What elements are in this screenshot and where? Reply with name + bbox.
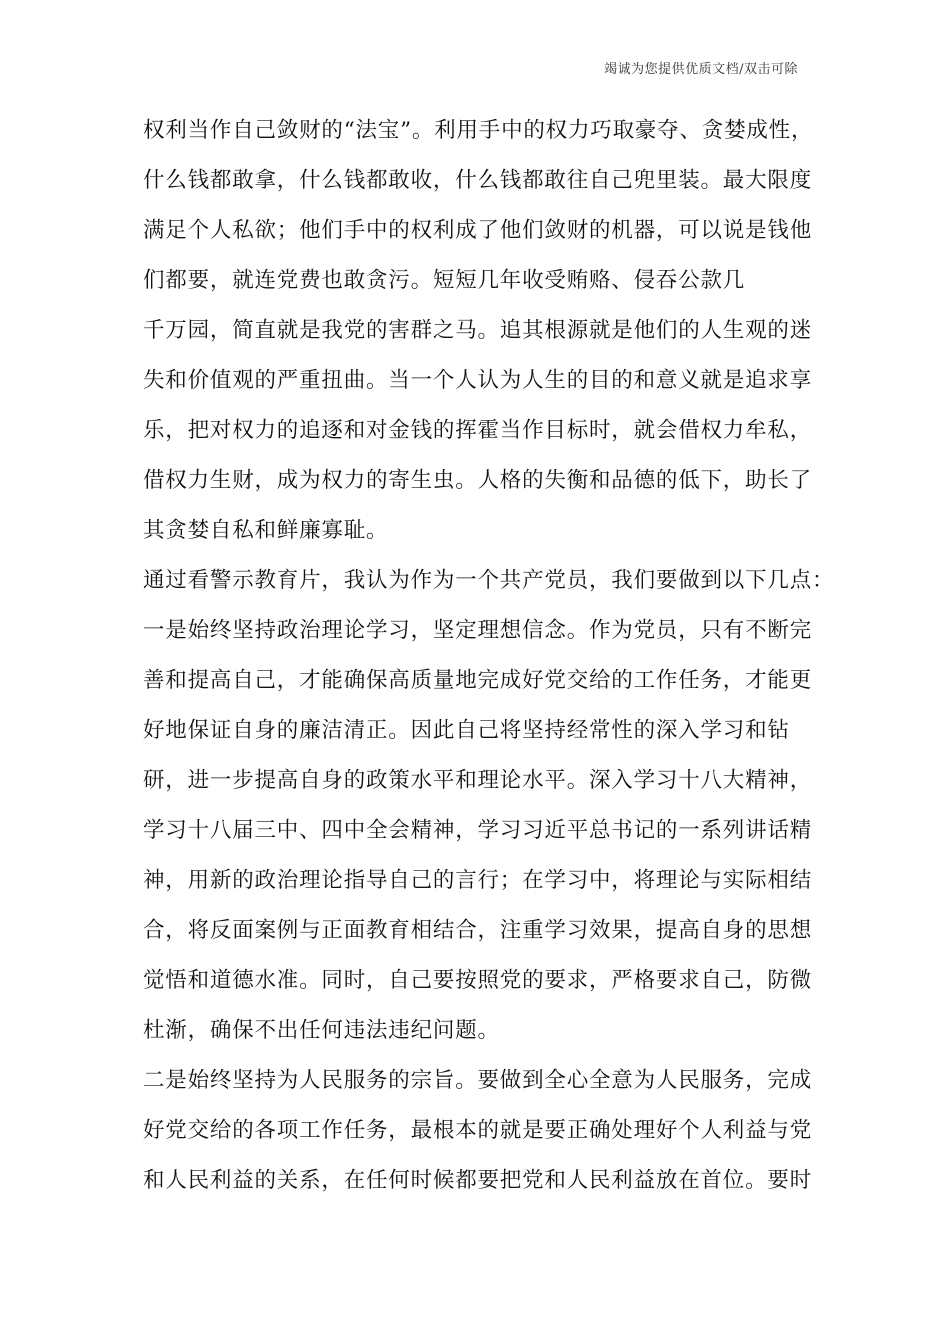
text-line: 什么钱都敢拿，什么钱都敢收，什么钱都敢往自己兜里装。最大限度 (143, 168, 813, 193)
text-line: 和人民利益的关系，在任何时候都要把党和人民利益放在首位。要时 (143, 1168, 813, 1193)
text-line: 神，用新的政治理论指导自己的言行；在学习中，将理论与实际相结 (143, 868, 813, 893)
text-line: 通过看警示教育片，我认为作为一个共产党员，我们要做到以下几点： (143, 568, 835, 593)
text-line: 二是始终坚持为人民服务的宗旨。要做到全心全意为人民服务，完成 (143, 1068, 813, 1093)
text-line: 乐，把对权力的追逐和对金钱的挥霍当作目标时，就会借权力牟私， (143, 418, 813, 443)
text-line: 杜渐，确保不出任何违法违纪问题。 (143, 1018, 500, 1043)
text-line: 合，将反面案例与正面教育相结合，注重学习效果，提高自身的思想 (143, 918, 813, 943)
text-line: 学习十八届三中、四中全会精神，学习习近平总书记的一系列讲话精 (143, 818, 813, 843)
text-line: 权利当作自己敛财的“法宝”。利用手中的权力巧取豪夺、贪婪成性， (143, 118, 814, 143)
text-line: 善和提高自己，才能确保高质量地完成好党交给的工作任务，才能更 (143, 668, 813, 693)
document-body (143, 106, 833, 1206)
text-line: 们都要，就连党费也敢贪污。短短几年收受贿赂、侵吞公款几 (143, 268, 746, 293)
header-watermark: 竭诚为您提供优质文档/双击可除 (604, 62, 798, 77)
text-line: 满足个人私欲；他们手中的权利成了他们敛财的机器，可以说是钱他 (143, 218, 813, 243)
text-line: 一是始终坚持政治理论学习，坚定理想信念。作为党员，只有不断完 (143, 618, 813, 643)
text-line: 千万园，简直就是我党的害群之马。追其根源就是他们的人生观的迷 (143, 318, 813, 343)
text-line: 失和价值观的严重扭曲。当一个人认为人生的目的和意义就是追求享 (143, 368, 813, 393)
text-line: 好地保证自身的廉洁清正。因此自己将坚持经常性的深入学习和钻 (143, 718, 790, 743)
text-line: 研，进一步提高自身的政策水平和理论水平。深入学习十八大精神， (143, 768, 813, 793)
text-line: 其贪婪自私和鲜廉寡耻。 (143, 518, 389, 543)
text-line: 觉悟和道德水准。同时，自己要按照党的要求，严格要求自己，防微 (143, 968, 813, 993)
text-line: 好党交给的各项工作任务，最根本的就是要正确处理好个人利益与党 (143, 1118, 813, 1143)
text-line: 借权力生财，成为权力的寄生虫。人格的失衡和品德的低下，助长了 (143, 468, 813, 493)
